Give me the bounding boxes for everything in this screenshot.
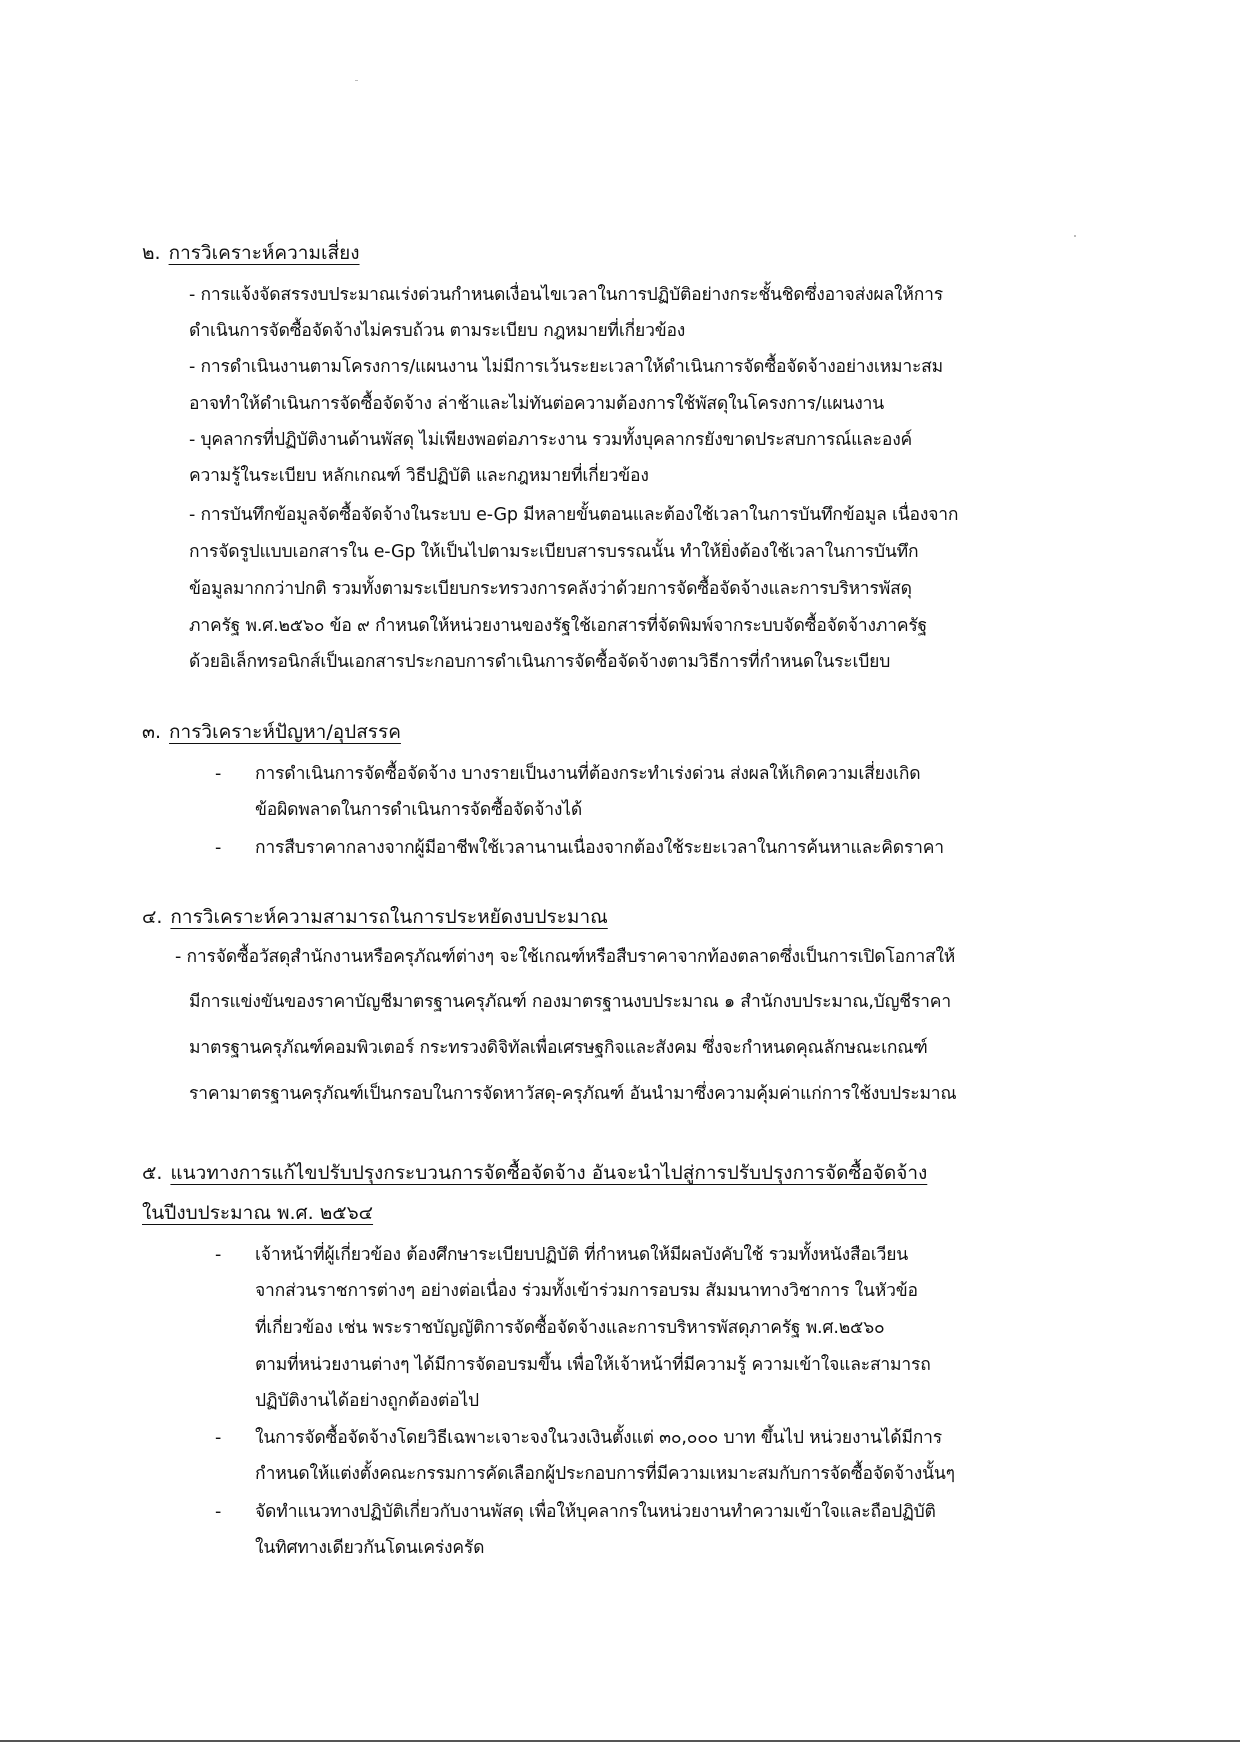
scan-bottom-edge [0, 1740, 1240, 1742]
bullet-line: ปฏิบัติงานได้อย่างถูกต้องต่อไป [255, 1391, 479, 1411]
section-title: แนวทางการแก้ไขปรับปรุงกระบวนการจัดซื้อจัดจ้าง อันจะนำไปสู่การปรับปรุงการจัดซื้อจัดจ้าง [170, 1162, 928, 1184]
bullet-line: ในการจัดซื้อจัดจ้างโดยวิธีเฉพาะเจาะจงในวงเงินตั้งแต่ ๓๐,๐๐๐ บาท ขึ้นไป หน่วยงานได้มีการ [255, 1428, 942, 1448]
paragraph-line: อาจทำให้ดำเนินการจัดซื้อจัดจ้าง ล่าช้าและไม่ทันต่อความต้องการใช้พัสดุในโครงการ/แผนงาน [189, 394, 884, 414]
bullet-line: กำหนดให้แต่งตั้งคณะกรรมการคัดเลือกผู้ประกอบการที่มีความเหมาะสมกับการจัดซื้อจัดจ้างนั้นๆ [255, 1464, 955, 1484]
paragraph-line: - การดำเนินงานตามโครงการ/แผนงาน ไม่มีการเว้นระยะเวลาให้ดำเนินการจัดซื้อจัดจ้างอย่างเหมาะสม [189, 357, 943, 377]
bullet-dash: - [215, 1502, 222, 1522]
bullet-line: เจ้าหน้าที่ผู้เกี่ยวข้อง ต้องศึกษาระเบียบปฏิบัติ ที่กำหนดให้มีผลบังคับใช้ รวมทั้งหนังสือเวียน [255, 1245, 909, 1265]
bullet-dash: - [215, 764, 222, 784]
section-4-heading [142, 902, 608, 932]
bullet-dash: - [215, 838, 222, 858]
paragraph-line: มาตรฐานครุภัณฑ์คอมพิวเตอร์ กระทรวงดิจิทัลเพื่อเศรษฐกิจและสังคม ซึ่งจะกำหนดคุณลักษณะเกณฑ์ [189, 1038, 928, 1058]
paragraph-line: มีการแข่งขันของราคาบัญชีมาตรฐานครุภัณฑ์ กองมาตรฐานงบประมาณ ๑ สำนักงบประมาณ,บัญชีราคา [189, 992, 951, 1012]
paragraph-line: ดำเนินการจัดซื้อจัดจ้างไม่ครบถ้วน ตามระเบียบ กฎหมายที่เกี่ยวข้อง [189, 321, 686, 341]
section-number: ๔. [142, 906, 163, 928]
section-3-heading [142, 717, 401, 747]
bullet-line: จากส่วนราชการต่างๆ อย่างต่อเนื่อง ร่วมทั้งเข้าร่วมการอบรม สัมมนาทางวิชาการ ในหัวข้อ [255, 1281, 918, 1301]
bullet-line: การดำเนินการจัดซื้อจัดจ้าง บางรายเป็นงานที่ต้องกระทำเร่งด่วน ส่งผลให้เกิดความเสี่ยงเกิด [255, 764, 921, 784]
bullet-line: ในทิศทางเดียวกันโดนเคร่งครัด [255, 1538, 485, 1558]
section-2-heading [142, 238, 360, 268]
paragraph-line: - บุคลากรที่ปฏิบัติงานด้านพัสดุ ไม่เพียงพอต่อภาระงาน รวมทั้งบุคลากรยังขาดประสบการณ์และองค์ [189, 430, 913, 450]
paragraph-line: - การบันทึกข้อมูลจัดซื้อจัดจ้างในระบบ e-Gp มีหลายขั้นตอนและต้องใช้เวลาในการบันทึกข้อมูล เนื่องจาก [189, 505, 959, 525]
section-number: ๓. [142, 721, 162, 743]
section-5-heading [142, 1158, 927, 1188]
paragraph-line: การจัดรูปแบบเอกสารใน e-Gp ให้เป็นไปตามระเบียบสารบรรณนั้น ทำให้ยิ่งต้องใช้เวลาในการบันทึก [189, 542, 919, 562]
bullet-dash: - [215, 1245, 222, 1265]
section-number: ๒. [142, 242, 161, 264]
section-number: ๕. [142, 1162, 163, 1184]
paragraph-line: ความรู้ในระเบียบ หลักเกณฑ์ วิธีปฏิบัติ และกฎหมายที่เกี่ยวข้อง [189, 466, 649, 486]
paragraph-line: - การแจ้งจัดสรรงบประมาณเร่งด่วนกำหนดเงื่อนไขเวลาในการปฏิบัติอย่างกระชั้นชิดซึ่งอาจส่งผลให้การ [189, 285, 943, 305]
paragraph-line: - การจัดซื้อวัสดุสำนักงานหรือครุภัณฑ์ต่างๆ จะใช้เกณฑ์หรือสืบราคาจากท้องตลาดซึ่งเป็นการเปิดโอกาสให้ [175, 947, 956, 967]
paragraph-line: ภาครัฐ พ.ศ.๒๕๖๐ ข้อ ๙ กำหนดให้หน่วยงานของรัฐใช้เอกสารที่จัดพิมพ์จากระบบจัดซื้อจัดจ้างภาครัฐ [189, 616, 928, 636]
section-5-heading-continued [142, 1198, 373, 1228]
scan-speck [355, 80, 358, 81]
paragraph-line: ด้วยอิเล็กทรอนิกส์เป็นเอกสารประกอบการดำเนินการจัดซื้อจัดจ้างตามวิธีการที่กำหนดในระเบียบ [189, 652, 891, 672]
section-title: การวิเคราะห์ความเสี่ยง [168, 242, 360, 264]
bullet-line: ตามที่หน่วยงานต่างๆ ได้มีการจัดอบรมขึ้น เพื่อให้เจ้าหน้าที่มีความรู้ ความเข้าใจและสามารถ [255, 1355, 931, 1375]
bullet-line: ข้อผิดพลาดในการดำเนินการจัดซื้อจัดจ้างได้ [255, 800, 583, 820]
paragraph-line: ราคามาตรฐานครุภัณฑ์เป็นกรอบในการจัดหาวัสดุ-ครุภัณฑ์ อันนำมาซึ่งความคุ้มค่าแก่การใช้งบประมาณ [189, 1084, 957, 1104]
bullet-line: การสืบราคากลางจากผู้มีอาชีพใช้เวลานานเนื่องจากต้องใช้ระยะเวลาในการค้นหาและคิดราคา [255, 838, 944, 858]
scan-speck [1074, 235, 1076, 237]
section-title-line2: ในปีงบประมาณ พ.ศ. ๒๕๖๔ [142, 1202, 374, 1224]
bullet-line: จัดทำแนวทางปฏิบัติเกี่ยวกับงานพัสดุ เพื่อให้บุคลากรในหน่วยงานทำความเข้าใจและถือปฏิบัติ [255, 1502, 936, 1522]
paragraph-line: ข้อมูลมากกว่าปกติ รวมทั้งตามระเบียบกระทรวงการคลังว่าด้วยการจัดซื้อจัดจ้างและการบริหารพัสดุ [189, 579, 912, 599]
section-title: การวิเคราะห์ปัญหา/อุปสรรค [169, 721, 401, 743]
section-title: การวิเคราะห์ความสามารถในการประหยัดงบประมาณ [170, 906, 608, 928]
bullet-line: ที่เกี่ยวข้อง เช่น พระราชบัญญัติการจัดซื้อจัดจ้างและการบริหารพัสดุภาครัฐ พ.ศ.๒๕๖๐ [255, 1318, 885, 1338]
bullet-dash: - [215, 1428, 222, 1448]
